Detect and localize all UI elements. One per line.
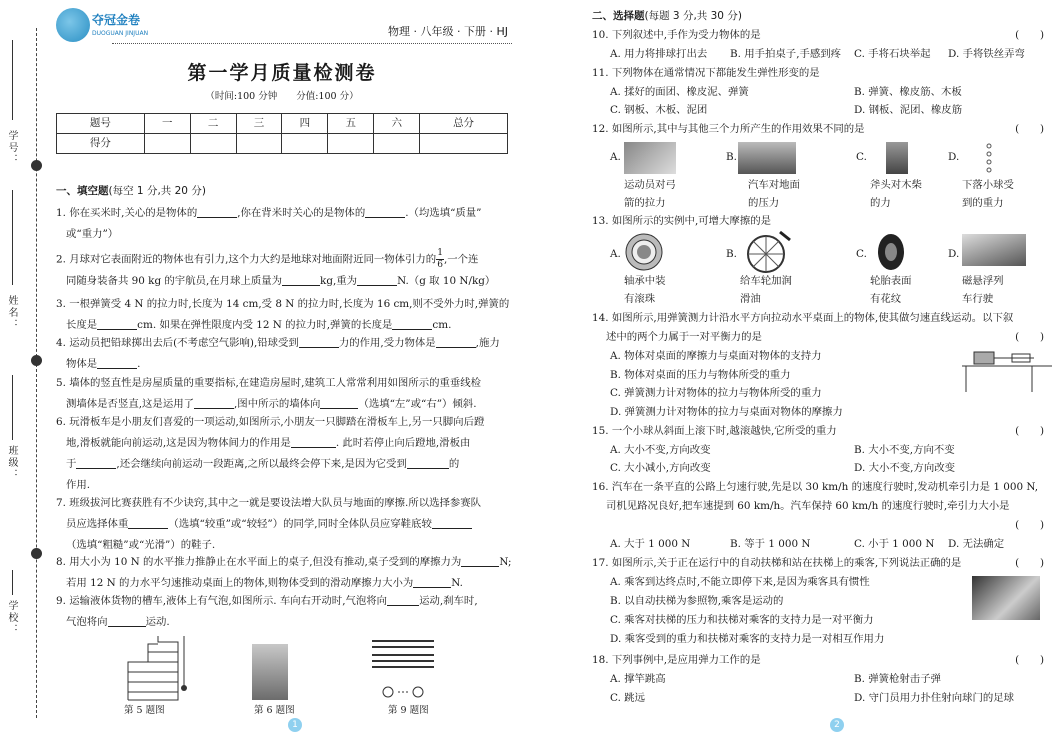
- question-4: 4. 运动员把铅球掷出去后(不考虑空气影响),铅球受到 力的作用,受力物体是 ,施力 物体是 .: [56, 337, 500, 370]
- answer-paren[interactable]: ( ): [1015, 654, 1044, 666]
- caption: 斧头对木柴: [870, 179, 922, 191]
- answer-blank[interactable]: [194, 397, 234, 409]
- tank-truck-figure: [370, 636, 436, 704]
- answer-blank[interactable]: [282, 274, 320, 286]
- answer-blank[interactable]: [357, 274, 397, 286]
- question-13: 13. 如图所示的实例中,可增大摩擦的是: [592, 215, 771, 227]
- option-a[interactable]: A. 用力将排球打出去: [610, 48, 708, 60]
- question-5: 5. 墙体的竖直性是房屋质量的重要指标,在建造房屋时,建筑工人常常利用如图所示的重垂线检 测墙体是否竖直,这是运用了 ,图中所示的墙体向 （选填“左”或“右”）倾斜.: [56, 377, 482, 410]
- question-16-cont: 司机见路况良好,把车速提到 60 km/h。汽车保持 60 km/h 的速度行驶时,牵引力大小是: [606, 500, 1010, 512]
- name-label: 姓名：: [6, 295, 17, 331]
- answer-blank[interactable]: [392, 318, 432, 330]
- brick-wall-figure: [118, 632, 194, 702]
- header-divider: [112, 43, 512, 44]
- option-c[interactable]: C. 弹簧测力计对物体的拉力与物体所受的重力: [610, 387, 822, 399]
- option-b[interactable]: B. 大小不变,方向不变: [854, 444, 955, 456]
- option-c[interactable]: C. 手将石块举起: [854, 48, 931, 60]
- binding-hole: [31, 160, 42, 171]
- class-label: 班级：: [6, 445, 17, 481]
- option-b[interactable]: B. 以自动扶梯为参照物,乘客是运动的: [610, 595, 784, 607]
- answer-blank[interactable]: [108, 615, 146, 627]
- answer-paren[interactable]: ( ): [1015, 557, 1044, 569]
- caption: 下落小球受: [962, 179, 1014, 191]
- option-a[interactable]: A. 揉好的面团、橡皮泥、弹簧: [610, 86, 749, 98]
- answer-blank[interactable]: [432, 517, 472, 529]
- name-field[interactable]: [12, 190, 13, 285]
- score-cell[interactable]: [190, 134, 236, 154]
- page-number: 2: [830, 718, 844, 732]
- car-photo: [738, 142, 796, 174]
- answer-blank[interactable]: [97, 357, 137, 369]
- right-page: [592, 0, 1054, 742]
- score-cell[interactable]: [282, 134, 328, 154]
- tire-figure: [876, 232, 906, 272]
- brand-logo: [56, 8, 168, 44]
- option-c[interactable]: C.: [856, 248, 867, 260]
- question-16: 16. 汽车在一条平直的公路上匀速行驶,先是以 30 km/h 的速度行驶时,发动机牵引力是 1 000 N,: [592, 481, 1039, 493]
- option-d[interactable]: D. 乘客受到的重力和扶梯对乘客的支持力是一对相互作用力: [610, 633, 885, 645]
- option-c[interactable]: C. 跳远: [610, 692, 645, 704]
- option-a[interactable]: A. 大于 1 000 N: [610, 538, 691, 550]
- question-11: 11. 下列物体在通常情况下都能发生弹性形变的是: [592, 67, 820, 79]
- figure-caption: 第 6 题图: [254, 705, 295, 716]
- answer-blank[interactable]: [436, 336, 476, 348]
- option-c[interactable]: C. 小于 1 000 N: [854, 538, 935, 550]
- option-a[interactable]: A.: [610, 151, 621, 163]
- caption: 运动员对弓: [624, 179, 676, 191]
- option-c[interactable]: C. 钢板、木板、泥团: [610, 104, 708, 116]
- figure-caption: 第 5 题图: [124, 705, 165, 716]
- option-d[interactable]: D. 手将铁丝弄弯: [948, 48, 1025, 60]
- question-3: 3. 一根弹簧受 4 N 的拉力时,长度为 14 cm,受 8 N 的拉力时,长度为 16 cm,则不受外力时,弹簧的 长度是 cm. 如果在弹性限度内受 12 N 的拉力时,弹簧的长度是 cm.: [56, 298, 510, 331]
- tree-logo-icon: [56, 8, 90, 42]
- option-b[interactable]: B.: [726, 151, 737, 163]
- binding-hole: [31, 355, 42, 366]
- maglev-train-photo: [962, 234, 1026, 266]
- option-a[interactable]: A. 大小不变,方向改变: [610, 444, 711, 456]
- bearing-figure: [624, 232, 664, 272]
- scooter-photo: [252, 644, 288, 700]
- answer-blank[interactable]: [76, 457, 116, 469]
- school-label: 学校：: [6, 600, 17, 636]
- option-a[interactable]: A.: [610, 248, 621, 260]
- archer-photo: [624, 142, 676, 174]
- binding-strip: [0, 0, 48, 742]
- answer-blank[interactable]: [291, 436, 336, 448]
- question-1: 1. 你在买米时,关心的是物体的 ,你在背米时关心的是物体的 .（均选填“质量” 或“重力”）: [56, 207, 482, 240]
- spring-scale-figure: [962, 344, 1052, 394]
- option-b[interactable]: B.: [726, 248, 737, 260]
- question-2: 2. 月球对它表面附近的物体也有引力,这个力大约是地球对地面附近同一物体引力的 $\frac{1}{6}$,一个连 同随身装备共 90 kg 的宇航员,在月球上质量为 kg,重为 N.（g 取 10 N/kg）: [56, 248, 496, 287]
- score-cell[interactable]: [236, 134, 282, 154]
- option-a[interactable]: A. 乘客到达终点时,不能立即停下来,是因为乘客具有惯性: [610, 576, 870, 588]
- answer-blank[interactable]: [320, 397, 358, 409]
- option-b[interactable]: B. 用手拍桌子,手感到疼: [730, 48, 842, 60]
- option-d[interactable]: D. 守门员用力扑住射向球门的足球: [854, 692, 1015, 704]
- table-cell: 二: [190, 114, 236, 134]
- option-d[interactable]: D. 钢板、泥团、橡皮筋: [854, 104, 963, 116]
- page-title: 第一学月质量检测卷: [187, 62, 377, 84]
- answer-blank[interactable]: [128, 517, 168, 529]
- table-cell: 得分: [57, 134, 145, 154]
- answer-paren[interactable]: ( ): [1015, 29, 1044, 41]
- caption: 轮胎表面: [870, 275, 912, 287]
- answer-blank[interactable]: [197, 206, 237, 218]
- score-cell[interactable]: [328, 134, 374, 154]
- option-b[interactable]: B. 等于 1 000 N: [730, 538, 811, 550]
- option-d[interactable]: D.: [948, 151, 960, 163]
- caption: 有滚珠: [624, 293, 656, 305]
- answer-blank[interactable]: [407, 457, 449, 469]
- fraction: $\frac{1}{6}$: [437, 248, 443, 270]
- answer-blank[interactable]: [97, 318, 137, 330]
- option-c[interactable]: C.: [856, 151, 867, 163]
- left-page: [52, 0, 512, 742]
- option-c[interactable]: C. 大小减小,方向改变: [610, 462, 711, 474]
- answer-blank[interactable]: [365, 206, 405, 218]
- exam-meta: （时间:100 分钟 分值:100 分）: [205, 91, 359, 102]
- figure-caption: 第 9 题图: [388, 705, 429, 716]
- question-7: 7. 班级拔河比赛获胜有不少诀窍,其中之一就是要设法增大队员与地面的摩擦.所以选择参赛队 员应选择体重 （选填“较重”或“较轻”）的同学,同时全体队员应穿鞋底较 （选填“粗糙”或“光滑”）的鞋子.: [56, 497, 482, 551]
- option-a[interactable]: A. 撑竿跳高: [610, 673, 666, 685]
- option-b[interactable]: B. 弹簧、橡皮筋、木板: [854, 86, 962, 98]
- question-9: 9. 运输液体货物的槽车,液体上有气泡,如图所示. 车向右开动时,气泡将向 运动,刹车时, 气泡将向 运动.: [56, 595, 478, 628]
- caption: 车行驶: [962, 293, 994, 305]
- question-17: 17. 如图所示,关于正在运行中的自动扶梯和站在扶梯上的乘客,下列说法正确的是: [592, 557, 962, 569]
- page-number: 1: [288, 718, 302, 732]
- bicycle-wheel-figure: [742, 230, 792, 274]
- school-field[interactable]: [12, 570, 13, 595]
- option-d[interactable]: D.: [948, 248, 960, 260]
- answer-blank[interactable]: [387, 594, 419, 606]
- caption: 的力: [870, 197, 891, 209]
- table-cell: 六: [374, 114, 420, 134]
- question-14: 14. 如图所示,用弹簧测力计沿水平方向拉动水平桌面上的物体,使其做匀速直线运动。以下叙: [592, 312, 1014, 324]
- option-b[interactable]: B. 物体对桌面的压力与物体所受的重力: [610, 369, 791, 381]
- table-cell: 四: [282, 114, 328, 134]
- caption: 给车轮加润: [740, 275, 792, 287]
- score-cell[interactable]: [144, 134, 190, 154]
- answer-blank[interactable]: [461, 555, 499, 567]
- question-12: 12. 如图所示,其中与其他三个力所产生的作用效果不同的是: [592, 123, 865, 135]
- table-cell: 题号: [57, 114, 145, 134]
- option-d[interactable]: D. 大小不变,方向改变: [854, 462, 955, 474]
- answer-paren[interactable]: ( ): [1015, 425, 1044, 437]
- caption: 轴承中装: [624, 275, 666, 287]
- axe-photo: [886, 142, 908, 174]
- table-row: [57, 114, 508, 134]
- answer-blank[interactable]: [413, 576, 451, 588]
- table-cell: 一: [144, 114, 190, 134]
- caption: 滑油: [740, 293, 761, 305]
- student-id-field[interactable]: [12, 40, 13, 120]
- question-6: 6. 玩滑板车是小朋友们喜爱的一项运动,如图所示,小朋友一只脚踏在滑板车上,另一只脚向后蹬 地,滑板就能向前运动,这是因为物体间力的作用是 . 此时若停止向后蹬地,滑板由 于 ,还会继续向前运动一段距离,之所以最终会停下来,是因为它受到 的 作用.: [56, 416, 485, 491]
- logo-subtitle: DUOGUAN JINJUAN: [92, 30, 149, 37]
- question-14-cont: 述中的两个力属于一对平衡力的是: [606, 331, 762, 343]
- binding-hole: [31, 548, 42, 559]
- caption: 磁悬浮列: [962, 275, 1004, 287]
- subject-label: 物理 · 八年级 · 下册 · HJ: [388, 25, 508, 38]
- student-id-label: 学号：: [6, 130, 17, 166]
- option-a[interactable]: A. 物体对桌面的摩擦力与桌面对物体的支持力: [610, 350, 822, 362]
- section-title: 二、选择题(每题 3 分,共 30 分): [592, 10, 742, 22]
- caption: 汽车对地面: [748, 179, 800, 191]
- caption: 到的重力: [962, 197, 1004, 209]
- option-d[interactable]: D. 无法确定: [948, 538, 1005, 550]
- option-b[interactable]: B. 弹簧枪射击子弹: [854, 673, 941, 685]
- table-cell: 三: [236, 114, 282, 134]
- question-10: 10. 下列叙述中,手作为受力物体的是: [592, 29, 761, 41]
- logo-name: 夺冠金卷: [92, 13, 141, 27]
- option-d[interactable]: D. 弹簧测力计对物体的拉力与桌面对物体的摩擦力: [610, 406, 843, 418]
- question-18: 18. 下列事例中,是应用弹力工作的是: [592, 654, 761, 666]
- answer-paren[interactable]: ( ): [1015, 331, 1044, 343]
- answer-paren[interactable]: ( ): [1015, 123, 1044, 135]
- section-title: 一、填空题(每空 1 分,共 20 分): [56, 185, 206, 197]
- score-cell[interactable]: [374, 134, 420, 154]
- falling-ball-figure: [982, 142, 996, 176]
- caption: 有花纹: [870, 293, 902, 305]
- question-8: 8. 用大小为 10 N 的水平推力推静止在水平面上的桌子,但没有推动,桌子受到的摩擦力为 N; 若用 12 N 的力水平匀速推动桌面上的物体,则物体受到的滑动摩擦力大小为 N.: [56, 556, 512, 589]
- caption: 箭的拉力: [624, 197, 666, 209]
- escalator-photo: [972, 576, 1040, 620]
- score-cell[interactable]: [420, 134, 508, 154]
- cut-line: [36, 28, 37, 718]
- caption: 的压力: [748, 197, 780, 209]
- table-cell: 五: [328, 114, 374, 134]
- answer-paren[interactable]: ( ): [1015, 519, 1044, 531]
- table-cell: 总分: [420, 114, 508, 134]
- table-row: [57, 134, 508, 154]
- answer-blank[interactable]: [299, 336, 339, 348]
- class-field[interactable]: [12, 375, 13, 440]
- score-table: [56, 113, 508, 154]
- question-15: 15. 一个小球从斜面上滚下时,越滚越快,它所受的重力: [592, 425, 837, 437]
- option-c[interactable]: C. 乘客对扶梯的压力和扶梯对乘客的支持力是一对平衡力: [610, 614, 874, 626]
